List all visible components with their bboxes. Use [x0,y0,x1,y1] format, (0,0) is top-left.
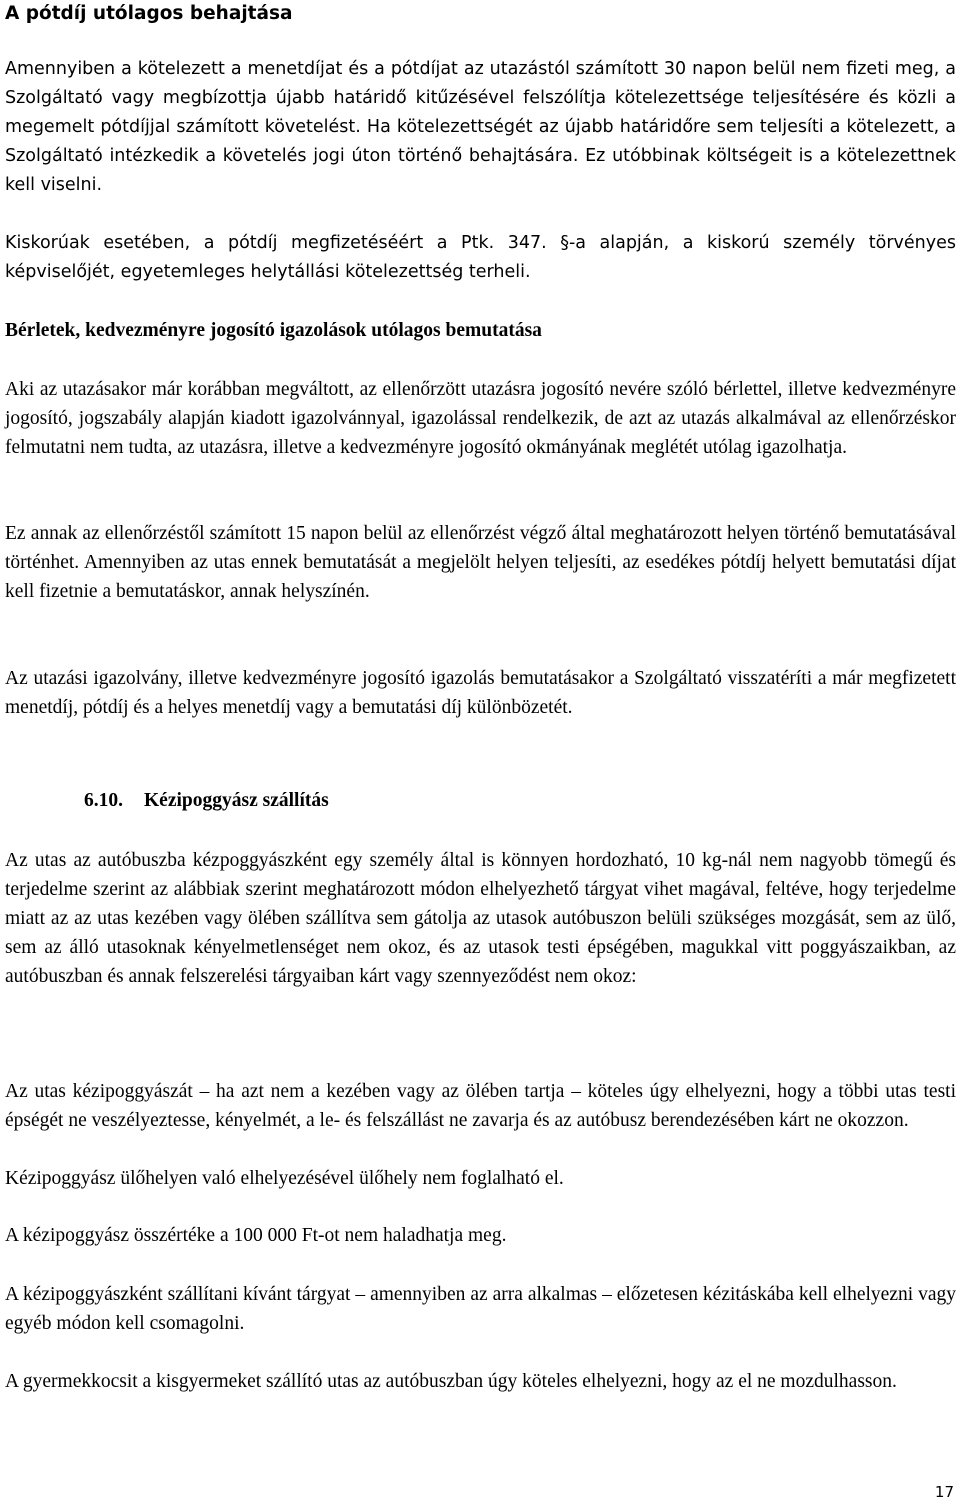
paragraph-packing: A kézipoggyászként szállítani kívánt tárgyat – amennyiben az arra alkalmas – előzetesen kézitáskába kell elhelyezni vagy egyéb módon kell csomagolni. [5,1284,956,1334]
paragraph-pass-owner: Aki az utazásakor már korábban megváltott, az ellenőrzött utazásra jogosító nevére szóló bérlettel, illetve kedvezményre jogosító, jogszabály alapján kiadott igazolvánnyal, igazolással rendelkezik, de azt az utazás alkalmával az ellenőrzéskor felmutatni nem tudta, az utazásra, illetve a kedvezményre jogosító okmányának meglétét utólag igazolhatja. [5,379,956,458]
paragraph-minors: Kiskorúak esetében, a pótdíj megfizetéséért a Ptk. 347. §-a alapján, a kiskorú személy törvényes képviselőjét, egyetemleges helytállási kötelezettség terheli. [5,233,956,282]
section-heading-hand-luggage [84,786,944,815]
paragraph-stroller: A gyermekkocsit a kisgyermeket szállító utas az autóbuszban úgy köteles elhelyezni, hogy az el ne mozdulhasson. [5,1371,897,1392]
section-heading-penalty-collection: A pótdíj utólagos behajtása [5,3,293,24]
paragraph-luggage-placement: Az utas kézipoggyászát – ha azt nem a kezében vagy az ölében tartja – köteles úgy elhelyezni, hogy a többi utas testi épségét ne veszélyeztesse, kényelmét, a le- és felszállást ne zavarja és az autóbusz berendezésében kárt ne okozzon. [5,1081,956,1131]
section-heading-pass-presentation: Bérletek, kedvezményre jogosító igazolások utólagos bemutatása [5,320,542,341]
section-title: Kézipoggyász szállítás [144,790,329,811]
section-number: 6.10. [84,790,123,811]
paragraph-luggage-rules: Az utas az autóbuszba kézpoggyászként egy személy által is könnyen hordozható, 10 kg-nál nem nagyobb tömegű és terjedelme szerint az alábbiak szerint meghatározott módon elhelyezhető tárgyat vihet magával, feltéve, hogy terjedelme miatt az az utas kezében vagy ölében szállítva sem gátolja az utasok autóbuszon belüli szükséges mozgását, sem az ülő, sem az álló utasoknak kényelmetlenséget nem okoz, és az utasok testi épségében, magukkal vitt poggyászaikban, az autóbuszban és annak felszerelési tárgyaiban kárt vagy szennyeződést nem okoz: [5,850,956,987]
paragraph-value-limit: A kézipoggyász összértéke a 100 000 Ft-ot nem haladhatja meg. [5,1225,507,1246]
paragraph-seat-rule: Kézipoggyász ülőhelyen való elhelyezésével ülőhely nem foglalható el. [5,1168,564,1189]
paragraph-presentation-deadline: Ez annak az ellenőrzéstől számított 15 napon belül az ellenőrzést végző által meghatározott helyen történő bemutatásával történhet. Amennyiben az utas ennek bemutatását a megjelölt helyen teljesíti, az esedékes pótdíj helyett bemutatási díjat kell fizetnie a bemutatáskor, annak helyszínén. [5,523,956,602]
paragraph-refund: Az utazási igazolvány, illetve kedvezményre jogosító igazolás bemutatásakor a Szolgáltató visszatéríti a már megfizetett menetdíj, pótdíj és a helyes menetdíj vagy a bemutatási díj különbözetét. [5,668,956,718]
paragraph-penalty-collection: Amennyiben a kötelezett a menetdíjat és a pótdíjat az utazástól számított 30 napon belül nem fizeti meg, a Szolgáltató vagy megbízottja újabb határidő kitűzésével felszólítja kötelezettsége teljesítésére és közli a megemelt pótdíjjal számított követelést. Ha kötelezettségét az újabb határidőre sem teljesíti a kötelezett, a Szolgáltató intézkedik a követelés jogi úton történő behajtására. Ez utóbbinak költségeit is a kötelezettnek kell viselni. [5,59,956,195]
page-number: 17 [934,1483,954,1501]
